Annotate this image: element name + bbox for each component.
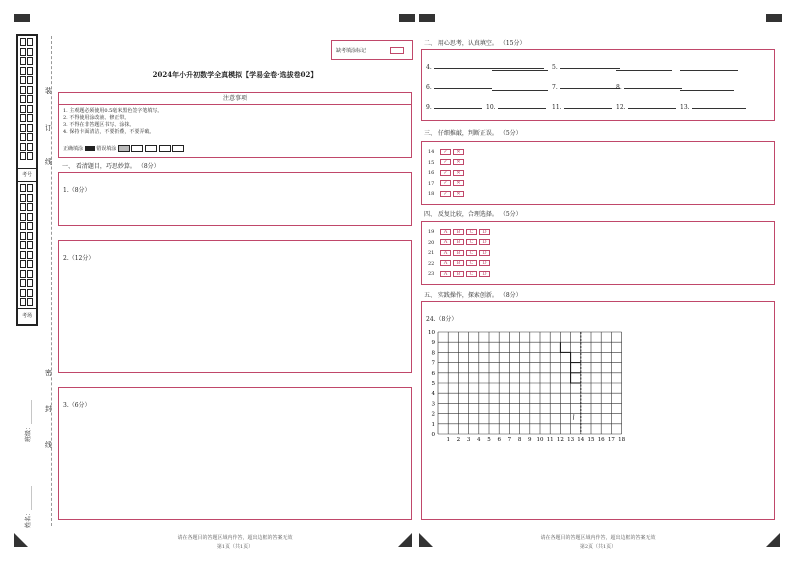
id-digit-cell[interactable] [27,95,33,103]
id-digit-cell[interactable] [27,289,33,297]
fill-blank-line[interactable] [492,70,548,71]
id-digit-cell[interactable] [20,184,26,192]
choice-option-d[interactable]: D [479,250,490,256]
x-tick-label: 10 [536,437,544,443]
id-digit-cell[interactable] [27,184,33,192]
choice-option-c[interactable]: C [466,229,477,235]
section3-heading: 三、 仔细推敲，判断正误。 （5分） [424,130,522,137]
y-tick-label: 5 [431,381,435,387]
section2-heading: 二、 用心思考，认真填空。 （15分） [424,40,526,47]
footer-note-left: 请在各题目的答题区域内作答，超出边框的答案无效 [177,535,293,541]
y-tick-label: 2 [431,411,435,418]
choice-number: 22 [428,260,435,267]
choice-option-a[interactable]: A [440,229,451,235]
fill-blank-item[interactable] [680,104,748,111]
judge-row [428,179,466,190]
choice-option-a[interactable]: A [440,250,451,256]
corner-mark [399,14,415,22]
x-tick-label: 7 [507,437,512,443]
fill-blank-line[interactable] [616,70,672,71]
side-xian: 线 [45,158,52,166]
section5-heading: 五、 实践操作，探索创新。 （8分） [424,292,522,299]
choice-area [421,221,775,285]
judge-true-option[interactable]: ✓ [440,180,451,186]
choice-option-b[interactable]: B [453,271,464,277]
id-digit-cell[interactable] [20,95,26,103]
choice-option-c[interactable]: C [466,271,477,277]
id-digit-cell[interactable] [20,124,26,132]
id-digit-cell[interactable] [27,213,33,221]
choice-number: 20 [428,239,435,246]
x-tick-label: 1 [446,437,450,443]
y-tick-label: 10 [428,330,435,336]
binding-line [51,36,52,526]
judge-false-option[interactable]: ✕ [453,149,464,155]
y-tick-label: 4 [431,391,435,398]
id-digit-cell[interactable] [20,298,26,306]
fill-blank-number: 10. [486,104,496,111]
x-tick-label: 8 [517,437,522,443]
q3-answer-area[interactable]: 3.（6分） [58,387,412,520]
q2-answer-area[interactable]: 2.（12分） [58,240,412,373]
choice-option-c[interactable]: C [466,250,477,256]
y-tick-label: 9 [431,340,435,347]
y-tick-label: 6 [431,370,435,377]
choice-number: 23 [428,271,435,277]
id-digit-cell[interactable] [27,251,33,259]
fill-blank-line[interactable] [680,70,738,71]
x-tick-label: 17 [607,437,615,443]
id-digit-cell[interactable] [27,114,33,122]
fill-blank-area [421,49,775,121]
id-digit-cell[interactable] [20,114,26,122]
id-digit-cell[interactable] [20,152,26,160]
y-tick-label: 8 [431,350,435,357]
fill-blank-number: 5. [552,64,558,71]
id-digit-cell[interactable] [27,76,33,84]
choice-number: 21 [428,250,435,256]
choice-row [428,227,492,238]
choice-number: 19 [428,229,435,235]
fill-blank-line[interactable] [492,90,548,91]
judge-number: 14 [428,149,435,155]
fill-blank-item[interactable] [616,84,688,91]
id-digit-cell[interactable] [20,251,26,259]
id-digit-cell[interactable] [20,232,26,240]
id-digit-cell[interactable] [20,57,26,65]
judge-true-option[interactable]: ✓ [440,191,451,197]
id-digit-cell[interactable] [27,203,33,211]
judge-true-option[interactable]: ✓ [440,170,451,176]
kaochang-label: 考场 [18,308,36,323]
choice-option-d[interactable]: D [479,239,490,245]
q24-answer-area[interactable]: 24.（8分） 10 9 8 7 6 5 4 3 2 1 0 1 2 3 4 5 6 7 8 9 10 11 12 13 14 15 16 17 18 l [421,301,775,520]
id-digit-cell[interactable] [20,194,26,202]
judge-row [428,168,466,179]
id-digit-cell[interactable] [20,203,26,211]
section4-heading: 四、 反复比较，合理选择。 （5分） [424,211,522,218]
y-tick-label: 0 [431,432,435,438]
x-tick-label: 18 [618,437,626,443]
fill-blank-number: 4. [426,64,432,71]
id-digit-cell[interactable] [27,67,33,75]
id-digit-cell[interactable] [20,48,26,56]
fill-blank-line[interactable] [680,90,734,91]
x-tick-label: 9 [528,437,532,443]
x-tick-label: 2 [456,437,461,443]
judge-row [428,147,466,158]
id-digit-cell[interactable] [20,143,26,151]
fill-blank-item[interactable] [426,84,498,91]
fill-blank-number: 6. [426,84,432,91]
id-digit-cell[interactable] [27,48,33,56]
id-digit-cell[interactable] [27,298,33,306]
fill-blank-item[interactable] [552,64,626,71]
choice-option-c[interactable]: C [466,239,477,245]
fill-blank-item[interactable] [616,104,678,111]
corner-mark [419,14,435,22]
choice-row [428,259,492,270]
page-number-right: 第2页（共1页） [579,544,617,550]
page-number-left: 第1页（共1页） [216,544,254,550]
x-tick-label: 16 [597,437,605,443]
name-label: 姓名：________ [25,485,32,528]
id-digit-cell[interactable] [27,222,33,230]
choice-option-d[interactable]: D [479,271,490,277]
student-id-grid [16,34,38,326]
absent-mark-box: 缺考填涂标记 [331,40,413,60]
coordinate-grid [426,328,636,448]
class-label: 班级：________ [25,399,32,442]
id-digit-cell[interactable] [20,133,26,141]
section1-heading: 一、 看清题目，巧思妙算。 （8分） [62,163,160,170]
judge-row [428,158,466,169]
choice-option-b[interactable]: B [453,260,464,266]
id-digit-cell[interactable] [27,105,33,113]
y-tick-label: 1 [431,421,435,428]
id-digit-cell[interactable] [27,124,33,132]
kaohao-label: 考号 [18,168,36,182]
choice-option-a[interactable]: A [440,260,451,266]
side-mi: 密 [45,369,52,377]
id-digit-cell[interactable] [20,67,26,75]
judge-number: 17 [428,180,435,187]
id-digit-cell[interactable] [27,38,33,46]
choice-option-b[interactable]: B [453,239,464,245]
id-digit-cell[interactable] [27,133,33,141]
absent-checkbox[interactable] [390,47,404,54]
page-title: 2024年小升初数学全真模拟【学易金卷·选拔卷02】 [152,70,318,79]
fill-blank-item[interactable] [552,84,626,91]
id-digit-cell[interactable] [27,86,33,94]
notice-line: 4. 保持卡面清洁，不要折叠，不要弄破。 [63,129,155,135]
fill-blank-item[interactable] [486,104,548,111]
fill-blank-item[interactable] [552,104,614,111]
x-tick-label: 5 [487,437,491,443]
id-digit-cell[interactable] [20,86,26,94]
x-tick-label: 14 [577,437,585,443]
judge-false-option[interactable]: ✕ [453,159,464,165]
id-digit-cell[interactable] [27,194,33,202]
choice-row [428,248,492,259]
id-digit-cell[interactable] [27,270,33,278]
choice-row [428,238,492,249]
judge-number: 16 [428,170,435,176]
id-digit-cell[interactable] [27,57,33,65]
choice-option-c[interactable]: C [466,260,477,266]
id-digit-cell[interactable] [20,38,26,46]
id-digit-cell[interactable] [20,105,26,113]
judge-true-option[interactable]: ✓ [440,159,451,165]
id-digit-cell[interactable] [20,222,26,230]
side-xian2: 线 [45,441,52,449]
judge-row [428,189,466,200]
choice-option-d[interactable]: D [479,260,490,266]
id-digit-cell[interactable] [20,76,26,84]
notice-box [58,92,412,158]
corner-mark [766,14,782,22]
judge-area [421,141,775,205]
judge-true-option[interactable]: ✓ [440,149,451,155]
side-feng: 封 [45,405,52,413]
figure-shape [571,373,581,383]
id-digit-cell[interactable] [20,289,26,297]
fill-blank-number: 8. [616,84,622,91]
judge-number: 15 [428,159,435,166]
id-digit-cell[interactable] [27,260,33,268]
choice-option-a[interactable]: A [440,239,451,245]
id-digit-cell[interactable] [27,143,33,151]
id-digit-cell[interactable] [27,241,33,249]
fill-example: 正确填涂 错误填涂 [63,145,184,152]
line-l-label: l [572,414,575,422]
corner-triangle [14,533,28,547]
side-ding: 订 [45,124,52,132]
id-digit-cell[interactable] [27,279,33,287]
x-tick-label: 6 [497,437,501,443]
x-tick-label: 12 [556,437,564,443]
x-tick-label: 11 [546,437,554,443]
q1-answer-area[interactable]: 1.（8分） [58,172,412,226]
y-tick-label: 3 [431,401,435,408]
x-tick-label: 4 [477,437,481,443]
y-tick-label: 7 [431,360,435,367]
fill-blank-number: 12. [616,104,626,111]
id-digit-cell[interactable] [20,279,26,287]
fill-blank-number: 11. [552,104,562,111]
choice-option-b[interactable]: B [453,229,464,235]
choice-option-d[interactable]: D [479,229,490,235]
x-tick-label: 13 [567,437,575,443]
x-tick-label: 3 [466,437,471,443]
notice-line: 3. 不得在非答题区书写、涂抹。 [63,122,135,128]
footer-note-right: 请在各题目的答题区域内作答，超出边框的答案无效 [540,535,656,541]
fill-blank-item[interactable] [426,104,488,111]
fill-blank-number: 9. [426,104,432,111]
corner-mark [14,14,30,22]
choice-option-a[interactable]: A [440,271,451,277]
notice-title: 注意事项 [59,93,411,105]
judge-false-option[interactable]: ✕ [453,170,464,176]
choice-option-b[interactable]: B [453,250,464,256]
notice-line: 2. 不得使用涂改液、修正带。 [63,115,130,121]
choice-row [428,269,492,280]
id-digit-cell[interactable] [20,213,26,221]
judge-false-option[interactable]: ✕ [453,180,464,186]
judge-number: 18 [428,191,435,197]
notice-line: 1. 主观题必须使用0.5毫米黑色签字笔填写。 [63,108,163,114]
id-digit-cell[interactable] [27,232,33,240]
x-tick-label: 15 [587,437,595,443]
fill-blank-number: 13. [680,104,690,111]
side-zhuang: 装 [45,87,52,95]
id-digit-cell[interactable] [27,152,33,160]
fill-blank-number: 7. [552,84,558,91]
id-digit-cell[interactable] [20,241,26,249]
judge-false-option[interactable]: ✕ [453,191,464,197]
id-digit-cell[interactable] [20,270,26,278]
notice-list [63,108,162,136]
id-digit-cell[interactable] [20,260,26,268]
